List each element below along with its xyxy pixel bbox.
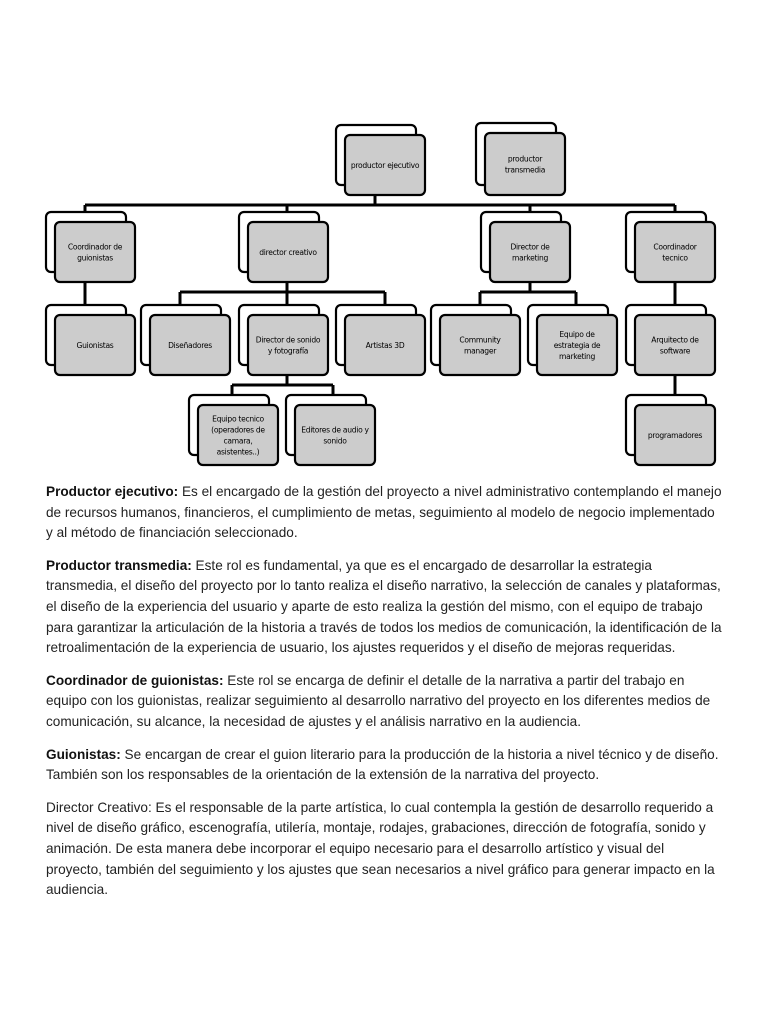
node-label: Arquitecto de: [651, 335, 699, 345]
node-label: Community: [459, 335, 501, 345]
description: Director Creativo: Es el responsable de la parte artística, lo cual contempla la gestión de desarrollo requerido a nivel de diseño gráfico, escenografía, utilería, montaje, rodajes, grabaciones, dirección de fotografía, sonido y animación. De esta manera debe incorporar el equipo necesario para el desarrollo artístico y visual del proyecto, también del seguimiento y los ajustes que sean necesarios a nivel gráfico para generar impacto en la audiencia.: [46, 799, 715, 898]
node-coordinador-tecnico: [626, 212, 715, 282]
node-editores-audio: [286, 395, 375, 465]
node-label: y fotografía: [267, 346, 309, 356]
node-label: sonido: [323, 436, 347, 446]
term: Guionistas:: [46, 746, 121, 762]
node-disenadores: [141, 305, 230, 375]
node-programadores: [626, 395, 715, 465]
node-label: guionistas: [77, 253, 113, 263]
term: Productor ejecutivo:: [46, 484, 179, 499]
node-label: tecnico: [662, 253, 688, 263]
coordinador-guionistas-paragraph: [46, 671, 722, 733]
node-label: manager: [463, 346, 497, 356]
role-descriptions: [46, 482, 722, 913]
node-box: [635, 222, 715, 282]
description: Este rol se encarga de definir el detalle de la narrativa a partir del trabajo en equipo con los guionistas, realizar seguimiento al desarrollo narrativo del proyecto en los diferentes medios de comunicación, su alcance, la necesidad de ajustes y el análisis narrativo en la audiencia.: [46, 672, 711, 729]
node-label: marketing: [559, 351, 595, 361]
node-label: estrategia de: [553, 340, 601, 350]
node-label: Guionistas: [76, 340, 114, 350]
node-community-manager: [431, 305, 520, 375]
node-coordinador-guionistas: [46, 212, 135, 282]
node-label: transmedia: [504, 165, 546, 175]
node-label: marketing: [512, 253, 548, 263]
node-label: programadores: [647, 430, 703, 440]
node-director-marketing: [481, 212, 570, 282]
guionistas-paragraph: [46, 745, 722, 786]
node-label: Director de: [510, 242, 550, 252]
node-label: Director de sonido: [255, 335, 321, 345]
description: Este rol es fundamental, ya que es el encargado de desarrollar la estrategia transmedia, el diseño del proyecto por lo tanto realiza el diseño narrativo, la selección de canales y plataformas, el diseño de la experiencia del usuario y aparte de esto realiza la gestión del mismo, con el equipo de trabajo para garantizar la articulación de la historia a través de todos los medios de comunicación, la identificación de la retroalimentación de la experiencia de usuario, los ajustes requeridos y el diseño de mejoras requeridas.: [46, 557, 722, 656]
node-box: [635, 315, 715, 375]
node-box: [485, 133, 565, 195]
node-label: Equipo de: [559, 329, 595, 339]
director-creativo-paragraph: [46, 798, 722, 901]
node-label: Artistas 3D: [365, 340, 405, 350]
node-box: [295, 405, 375, 465]
node-box: [55, 222, 135, 282]
term: Coordinador de guionistas:: [46, 672, 224, 688]
node-arquitecto-software: [626, 305, 715, 375]
org-chart: [0, 0, 768, 480]
node-label: Diseñadores: [168, 340, 212, 350]
node-box: [440, 315, 520, 375]
node-label: asistentes..): [216, 447, 260, 457]
node-box: [248, 315, 328, 375]
node-equipo-tecnico: [189, 395, 278, 465]
node-label: Coordinador: [653, 242, 697, 252]
productor-ejecutivo-paragraph: [46, 482, 722, 544]
node-director-sonido: [239, 305, 328, 375]
description: Se encargan de crear el guion literario para la producción de la historia a nivel técnico y de diseño. También son los responsables de la orientación de la extensión de la narrativa del proyecto.: [46, 746, 719, 783]
node-productor-ejecutivo: [336, 125, 425, 195]
term: Productor transmedia:: [46, 557, 192, 573]
node-label: productor: [507, 154, 543, 164]
org-chart-nodes: [46, 123, 715, 465]
node-equipo-marketing: [528, 305, 617, 375]
node-label: Editores de audio y: [301, 425, 369, 435]
node-label: Coordinador de: [67, 242, 123, 252]
node-box: [490, 222, 570, 282]
node-label: productor ejecutivo: [350, 160, 420, 170]
node-label: camara,: [223, 436, 253, 446]
node-guionistas: [46, 305, 135, 375]
node-label: (operadores de: [211, 425, 265, 435]
description: Es el encargado de la gestión del proyecto a nivel administrativo contemplando el manejo de recursos humanos, financieros, el cumplimiento de metas, seguimiento al modelo de negocio implementado y al método de financiación seleccionado.: [46, 484, 722, 541]
node-director-creativo: [239, 212, 328, 282]
node-label: Equipo tecnico: [212, 414, 264, 424]
node-label: software: [659, 346, 691, 356]
node-productor-transmedia: [476, 123, 565, 195]
productor-transmedia-paragraph: [46, 556, 722, 659]
node-artistas-3d: [336, 305, 425, 375]
node-label: director creativo: [259, 247, 317, 257]
